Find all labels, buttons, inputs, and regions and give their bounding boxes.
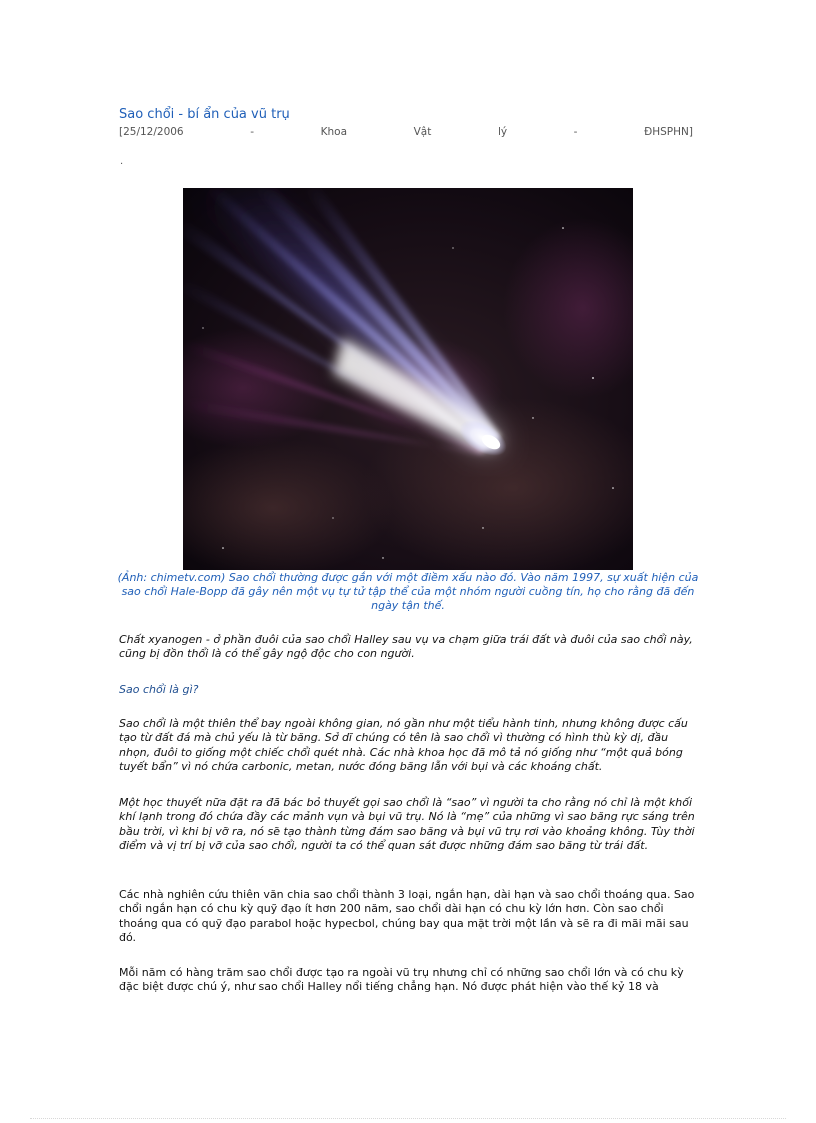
body-paragraph-4: Mỗi năm có hàng trăm sao chổi được tạo ra ngoài vũ trụ nhưng chỉ có những sao chổi lớn và có chu kỳ đặc biệt được chú ý, như sao chổi Halley nổi tiếng chẳng hạn. Nó được phát hiện vào thế kỷ 18 và xyxy=(119,966,684,994)
body-paragraph-1: Sao chổi là một thiên thể bay ngoài không gian, nó gần như một tiểu hành tinh, nhưng không được cấu tạo từ đất đá mà chủ yếu là từ băng. Sở dĩ chúng có tên là sao chổi vì thường có hình thù kỳ dị, đầu nhọn, đuôi to giống một chiếc chổi quét nhà. Các nhà khoa học đã mô tả nó giống như “một quả bóng tuyết bẩn” vì nó chứa carbonic, metan, nước đóng băng lẫn với bụi và các khoáng chất. xyxy=(119,717,688,773)
meta-separator: - xyxy=(250,126,255,138)
body-paragraph-2: Một học thuyết nữa đặt ra đã bác bỏ thuyết gọi sao chổi là “sao” vì người ta cho rằng nó chỉ là một khối khí lạnh trong đó chứa đầy các mảnh vụn và bụi vũ trụ. Nó là “mẹ” của những vì sao băng rực sáng trên bầu trời, vì khi bị vỡ ra, nó sẽ tạo thành từng đám sao băng và bụi vũ trụ rơi vào khoảng không. Tùy thời điểm và vị trí bị vỡ của sao chổi, người ta có thể quan sát được những đám sao băng từ trái đất. xyxy=(119,796,695,852)
meta-word: lý xyxy=(497,126,508,138)
page-footer-rule xyxy=(30,1118,786,1119)
stray-dot: . xyxy=(120,156,124,167)
meta-word: Khoa xyxy=(320,126,348,138)
intro-paragraph: Chất xyanogen - ở phần đuôi của sao chổi Halley sau vụ va chạm giữa trái đất và đuôi của sao chổi này, cũng bị đồn thổi là có thể gây ngộ độc cho con người. xyxy=(119,633,693,661)
article-title: Sao chổi - bí ẩn của vũ trụ xyxy=(119,107,290,122)
article-meta xyxy=(119,126,693,138)
body-paragraph-3: Các nhà nghiên cứu thiên văn chia sao chổi thành 3 loại, ngắn hạn, dài hạn và sao chổi thoáng qua. Sao chổi ngắn hạn có chu kỳ quỹ đạo ít hơn 200 năm, sao chổi dài hạn có chu kỳ lớn hơn. Còn sao chổi thoáng qua có quỹ đạo parabol hoặc hypecbol, chúng bay qua mặt trời một lần và sẽ ra đi mãi mãi sau đó. xyxy=(119,888,695,944)
comet-photo xyxy=(183,188,633,570)
photo-caption: (Ảnh: chimetv.com) Sao chổi thường được gắn với một điềm xấu nào đó. Vào năm 1997, sự xuất hiện của sao chổi Hale-Bopp đã gây nên một vụ tự tử tập thể của một nhóm người cuồng tín, họ cho rằng đã đến ngày tận thế. xyxy=(117,571,699,612)
section-heading: Sao chổi là gì? xyxy=(119,683,199,696)
meta-separator: - xyxy=(573,126,578,138)
meta-word: Vật xyxy=(413,126,432,138)
meta-source: ĐHSPHN] xyxy=(644,126,693,138)
meta-date: [25/12/2006 xyxy=(119,126,184,138)
